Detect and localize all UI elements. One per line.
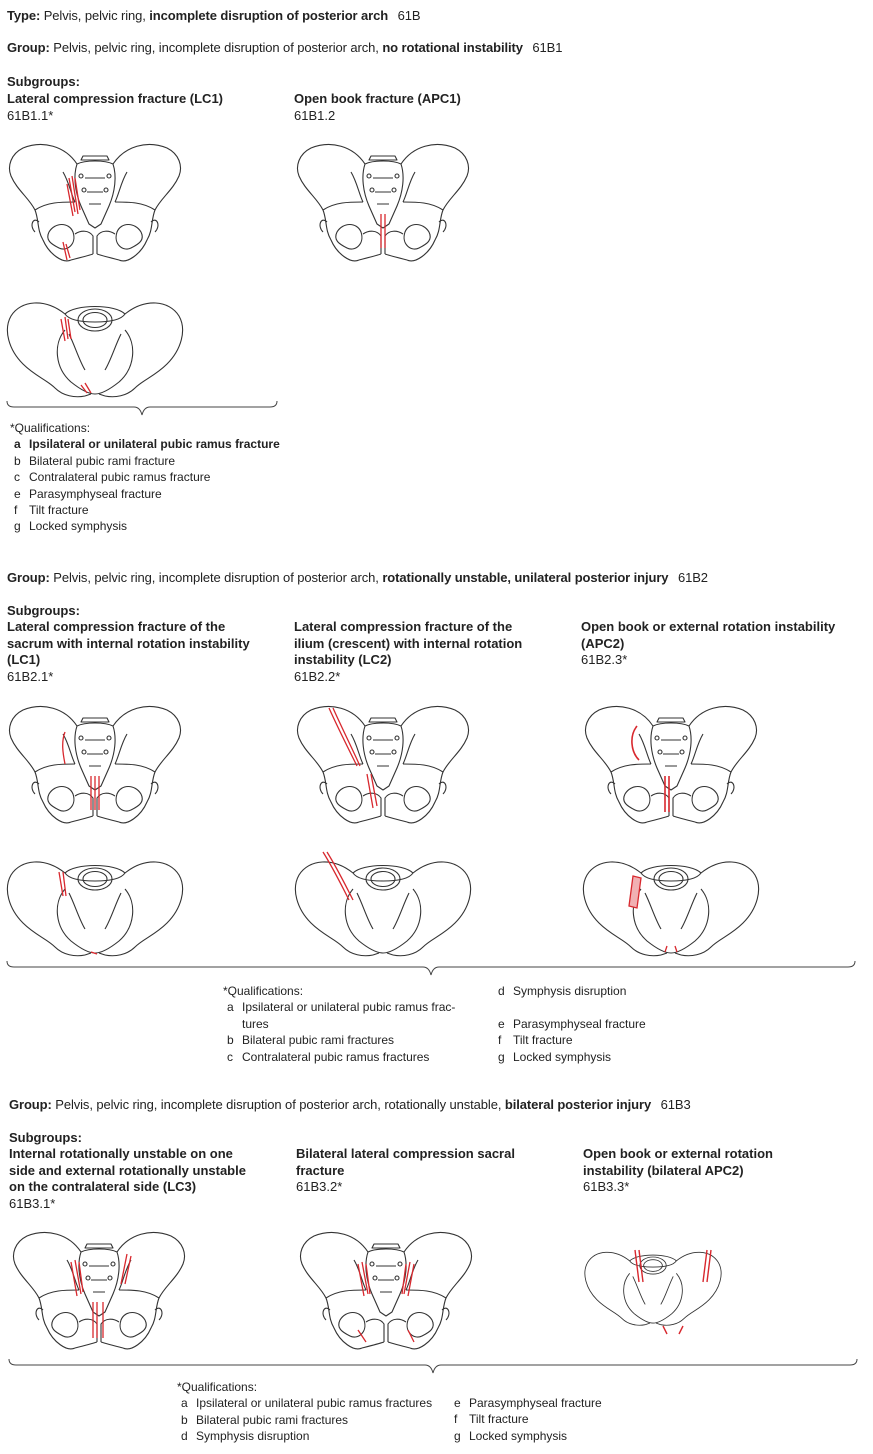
qualification-text: Locked symphysis bbox=[29, 519, 128, 534]
group-text: Pelvis, pelvic ring, incomplete disruption of posterior arch, rotationally unstable, bbox=[55, 1097, 502, 1112]
group-bold-text: bilateral posterior injury bbox=[504, 1097, 652, 1112]
group-label: Group: bbox=[9, 1097, 52, 1112]
qualification-item bbox=[450, 1411, 602, 1427]
qualification-text: Bilateral pubic rami fractures bbox=[196, 1412, 349, 1427]
qualification-key: c bbox=[14, 470, 20, 485]
qualification-text: Tilt fracture bbox=[513, 1033, 573, 1048]
group-bold-text: rotationally unstable, unilateral posterior injury bbox=[382, 570, 669, 585]
qualification-text: Contralateral pubic ramus fracture bbox=[29, 470, 211, 485]
subgroup-code: 61B2.2* bbox=[294, 668, 341, 684]
subgroup-code: 61B1.1* bbox=[7, 107, 54, 123]
group-bold-text: no rotational instability bbox=[382, 40, 523, 55]
subgroups-label: Subgroups: bbox=[9, 1130, 82, 1145]
type-text: Pelvis, pelvic ring, bbox=[43, 8, 146, 23]
qualification-key: a bbox=[227, 1000, 234, 1015]
subgroup-code: 61B1.2 bbox=[294, 107, 336, 123]
subgroup-61b1-2 bbox=[294, 91, 564, 124]
qualification-text: Ipsilateral or unilateral pubic ramus frac- bbox=[242, 1000, 456, 1015]
subgroup-title: Bilateral lateral compression sacral bbox=[296, 1146, 515, 1161]
qualification-key: e bbox=[14, 486, 21, 501]
subgroup-title: Lateral compression fracture (LC1) bbox=[7, 91, 224, 106]
pelvis-ap-illustration-61b2-3 bbox=[581, 696, 761, 830]
subgroups-label: Subgroups: bbox=[7, 603, 80, 618]
type-label: Type: bbox=[7, 8, 41, 23]
subgroup-title: Open book or external rotation bbox=[583, 1146, 773, 1161]
fracture-lines bbox=[329, 708, 377, 808]
qualification-key: c bbox=[227, 1049, 233, 1064]
qualification-key: d bbox=[181, 1429, 188, 1444]
pelvis-ap-illustration-61b3-1 bbox=[9, 1222, 189, 1356]
subgroup-title: fracture bbox=[296, 1162, 345, 1178]
qualification-item bbox=[10, 502, 280, 518]
qualification-key: g bbox=[498, 1049, 505, 1064]
fracture-lines bbox=[323, 852, 353, 900]
qualification-item bbox=[450, 1395, 602, 1411]
group-code: 61B1 bbox=[532, 40, 563, 55]
qualification-item bbox=[223, 1049, 455, 1065]
group-label: Group: bbox=[7, 570, 50, 585]
qualification-key: a bbox=[181, 1396, 188, 1411]
group-text: Pelvis, pelvic ring, incomplete disruption of posterior arch, bbox=[53, 40, 379, 55]
qualification-key: f bbox=[14, 503, 18, 518]
qualification-item bbox=[10, 436, 280, 452]
subgroup-code: 61B3.2* bbox=[296, 1179, 343, 1194]
qualification-item bbox=[450, 1428, 602, 1444]
qualification-key: f bbox=[454, 1412, 458, 1427]
qualification-item bbox=[494, 983, 646, 999]
pelvis-inlet-illustration-61b3-3 bbox=[583, 1222, 723, 1348]
type-bold-text: incomplete disruption of posterior arch bbox=[149, 8, 389, 23]
subgroup-61b2-1 bbox=[7, 619, 287, 685]
pelvis-ap-illustration-61b3-2 bbox=[296, 1222, 476, 1356]
qualification-item bbox=[494, 1032, 646, 1048]
pelvis-ap-illustration-61b1-2 bbox=[293, 134, 473, 268]
type-line bbox=[7, 8, 420, 24]
subgroup-title: (LC1) bbox=[7, 652, 41, 667]
bracket-group-3 bbox=[8, 1358, 858, 1376]
subgroup-61b1-1 bbox=[7, 91, 277, 124]
qualification-text: Symphysis disruption bbox=[513, 984, 627, 998]
pelvis-ap-illustration-61b1-1 bbox=[5, 134, 185, 268]
subgroups-label: Subgroups: bbox=[7, 74, 80, 89]
subgroup-title: (APC2) bbox=[581, 635, 625, 651]
qualification-item bbox=[10, 453, 280, 469]
qualification-item bbox=[177, 1412, 432, 1428]
qualification-key: e bbox=[498, 1016, 505, 1031]
subgroup-code: 61B2.1* bbox=[7, 668, 54, 684]
subgroup-title: Open book or external rotation instability bbox=[581, 619, 836, 634]
qualification-item bbox=[10, 469, 280, 485]
qualifications-group-1 bbox=[10, 420, 280, 535]
subgroup-title: on the contralateral side (LC3) bbox=[9, 1179, 197, 1194]
fracture-lines bbox=[629, 876, 641, 908]
group-3-line bbox=[9, 1097, 691, 1113]
subgroup-title: ilium (crescent) with internal rotation bbox=[294, 635, 523, 651]
qualification-item bbox=[223, 1032, 455, 1048]
qualification-text: Parasymphyseal fracture bbox=[513, 1016, 646, 1031]
qualification-item bbox=[10, 486, 280, 502]
qualifications-group-2-left bbox=[223, 983, 455, 1065]
qualification-item bbox=[10, 518, 280, 534]
subgroup-title: instability (bilateral APC2) bbox=[583, 1162, 744, 1178]
qualification-text: Locked symphysis bbox=[469, 1428, 568, 1443]
pelvis-inlet-illustration-61b2-2 bbox=[293, 848, 473, 960]
qualification-key: b bbox=[227, 1033, 234, 1048]
qualification-text: Bilateral pubic rami fractures bbox=[242, 1033, 395, 1048]
bracket-group-1 bbox=[6, 400, 278, 418]
fracture-lines bbox=[63, 732, 99, 810]
type-code: 61B bbox=[397, 8, 421, 23]
qualification-text: Bilateral pubic rami fracture bbox=[29, 453, 176, 468]
qualification-item bbox=[223, 999, 455, 1032]
qualification-text: Parasymphyseal fracture bbox=[29, 486, 162, 501]
subgroup-title: Open book fracture (APC1) bbox=[294, 91, 461, 106]
subgroup-code: 61B2.3* bbox=[581, 652, 628, 667]
subgroup-code: 61B3.1* bbox=[9, 1195, 56, 1211]
subgroup-61b2-2 bbox=[294, 619, 574, 685]
pelvis-inlet-illustration-61b1-1 bbox=[5, 289, 185, 401]
qualification-text: Locked symphysis bbox=[513, 1049, 612, 1064]
qualification-key: e bbox=[454, 1396, 461, 1410]
group-code: 61B3 bbox=[660, 1097, 691, 1112]
subgroup-title: sacrum with internal rotation instability bbox=[7, 635, 250, 651]
qualifications-group-3-right bbox=[450, 1395, 602, 1444]
bracket-group-2 bbox=[6, 960, 856, 978]
qualification-item bbox=[494, 1049, 646, 1065]
qualifications-group-2-right bbox=[494, 983, 646, 1065]
subgroup-title: Lateral compression fracture of the bbox=[294, 619, 513, 634]
qualification-item bbox=[177, 1395, 432, 1411]
pelvis-inlet-illustration-61b2-3 bbox=[581, 848, 761, 960]
qualifications-label: *Qualifications: bbox=[177, 1380, 258, 1394]
subgroup-61b2-3 bbox=[581, 619, 867, 668]
qualification-text: Contralateral pubic ramus fractures bbox=[242, 1049, 430, 1064]
group-text: Pelvis, pelvic ring, incomplete disruption of posterior arch, bbox=[53, 570, 379, 585]
qualifications-label: *Qualifications: bbox=[223, 984, 304, 998]
qualification-key: f bbox=[498, 1033, 502, 1048]
group-label: Group: bbox=[7, 40, 50, 55]
pelvis-ap-illustration-61b2-2 bbox=[293, 696, 473, 830]
pelvis-ap-illustration-61b2-1 bbox=[5, 696, 185, 830]
fracture-lines bbox=[63, 176, 80, 260]
qualification-key: a bbox=[14, 437, 21, 452]
group-1-line bbox=[7, 40, 562, 56]
qualification-item bbox=[177, 1428, 432, 1444]
subgroup-title: instability (LC2) bbox=[294, 652, 392, 667]
fracture-lines bbox=[381, 214, 385, 248]
qualification-key: b bbox=[14, 453, 21, 468]
qualification-item bbox=[494, 1016, 646, 1032]
qualification-key: d bbox=[498, 984, 505, 998]
qualifications-label: *Qualifications: bbox=[10, 421, 91, 435]
qualification-text: Tilt fracture bbox=[469, 1412, 529, 1427]
qualification-key: b bbox=[181, 1412, 188, 1427]
qualification-key: g bbox=[454, 1428, 461, 1443]
subgroup-title: Lateral compression fracture of the bbox=[7, 619, 226, 634]
qualification-text-continued: tures bbox=[242, 1016, 269, 1031]
fracture-lines bbox=[61, 317, 91, 393]
qualification-text: Tilt fracture bbox=[29, 503, 89, 518]
qualification-text: Symphysis disruption bbox=[196, 1429, 310, 1444]
group-2-line bbox=[7, 570, 708, 586]
qualification-text: Parasymphyseal fracture bbox=[469, 1396, 602, 1410]
pelvis-inlet-illustration-61b2-1 bbox=[5, 848, 185, 960]
subgroup-61b3-3 bbox=[583, 1146, 863, 1195]
group-code: 61B2 bbox=[677, 570, 708, 585]
subgroup-61b3-2 bbox=[296, 1146, 576, 1195]
qualification-key: g bbox=[14, 519, 21, 534]
qualification-text: Ipsilateral or unilateral pubic ramus fractures bbox=[196, 1396, 433, 1411]
subgroup-61b3-1 bbox=[9, 1146, 289, 1212]
subgroup-title: Internal rotationally unstable on one bbox=[9, 1146, 233, 1161]
qualifications-group-3-left bbox=[177, 1379, 432, 1445]
subgroup-code: 61B3.3* bbox=[583, 1179, 630, 1194]
qualification-text: Ipsilateral or unilateral pubic ramus fracture bbox=[29, 437, 280, 452]
subgroup-title: side and external rotationally unstable bbox=[9, 1162, 246, 1178]
